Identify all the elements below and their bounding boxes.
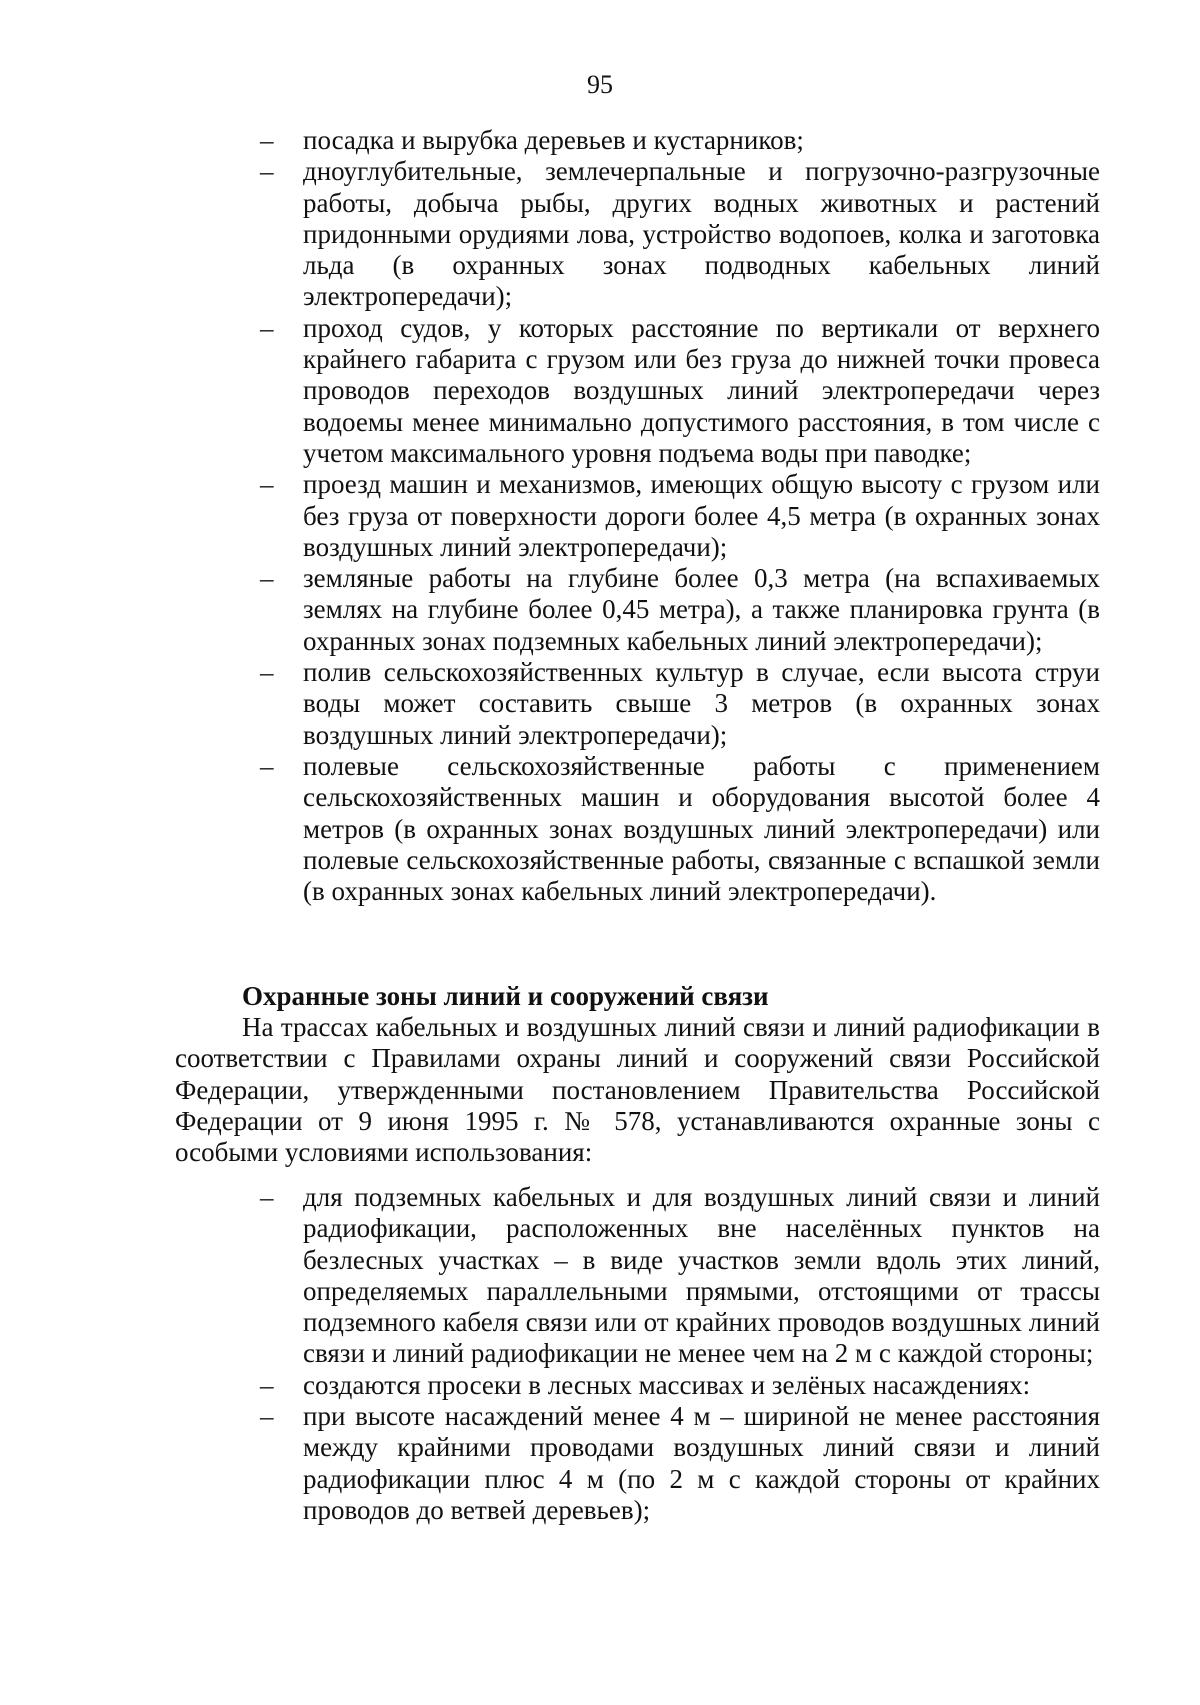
list-item-text: полив сельскохозяйственных культур в случае, если высота струи воды может составить свыше 3 метров (в охранных зонах воздушных линий электропередачи);	[303, 657, 1100, 750]
list-dash: –	[260, 125, 274, 155]
list-item	[260, 1401, 1100, 1526]
list-item	[260, 469, 1100, 563]
list-dash: –	[260, 1401, 274, 1432]
list-item	[260, 125, 1100, 156]
list-dash: –	[260, 156, 274, 187]
list-dash: –	[260, 1182, 274, 1212]
protection-zones-list	[260, 1182, 1100, 1526]
list-item-text: проход судов, у которых расстояние по вертикали от верхнего крайнего габарита с грузом или без груза до нижней точки провеса проводов переходов воздушных линий электропередачи через водоемы менее минимально допустимого расстояния, в том числе с учетом максимального уровня подъема воды при паводке;	[303, 312, 1100, 468]
list-dash: –	[260, 750, 274, 781]
list-item	[260, 657, 1100, 751]
list-item	[260, 313, 1100, 469]
list-item	[260, 156, 1100, 312]
list-dash: –	[260, 657, 274, 688]
section-title: Охранные зоны линий и сооружений связи	[242, 981, 769, 1011]
list-item-text: земляные работы на глубине более 0,3 метра (на вспахиваемых землях на глубине более 0,45 метра), а также планировка грунта (в охранных зонах подземных кабельных линий электропередачи);	[303, 563, 1100, 656]
list-dash: –	[260, 312, 274, 343]
list-item-text: проезд машин и механизмов, имеющих общую высоту с грузом или без груза от поверхности дороги более 4,5 метра (в охранных зонах воздушных линий электропередачи);	[303, 469, 1100, 562]
list-item-text: при высоте насаждений менее 4 м – шириной не менее расстояния между крайними проводами воздушных линий связи и линий радиофикации плюс 4 м (по 2 м с каждой стороны от крайних проводов до ветвей деревьев);	[303, 1401, 1100, 1525]
list-item-text: полевые сельскохозяйственные работы с применением сельскохозяйственных машин и оборудования высотой более 4 метров (в охранных зонах воздушных линий электропередачи) или полевые сельскохозяйственные работы, связанные с вспашкой земли (в охранных зонах кабельных линий электропередачи).	[303, 750, 1100, 907]
restrictions-list	[260, 125, 1100, 907]
list-dash: –	[260, 469, 274, 500]
list-item-text: посадка и вырубка деревьев и кустарников;	[303, 125, 804, 155]
list-item-text: дноуглубительные, землечерпальные и погрузочно-разгрузочные работы, добыча рыбы, других водных животных и растений придонными орудиями лова, устройство водопоев, колка и заготовка льда (в охранных зонах подводных кабельных линий электропередачи);	[303, 156, 1100, 312]
list-dash: –	[260, 1369, 274, 1400]
intro-paragraph: На трассах кабельных и воздушных линий связи и линий радиофикации в соответствии с Правилами охраны линий и сооружений связи Российской Федерации, утвержденными постановлением Правительства Российской Федерации от 9 июня 1995 г. № 578, устанавливаются охранные зоны с особыми условиями использования:	[175, 1012, 1100, 1168]
list-dash: –	[260, 563, 274, 594]
page-number: 95	[587, 70, 613, 99]
list-item	[260, 1370, 1100, 1401]
list-item	[260, 563, 1100, 657]
list-item	[260, 751, 1100, 907]
list-item-text: создаются просеки в лесных массивах и зелёных насаждениях:	[303, 1369, 1031, 1400]
list-item	[260, 1182, 1100, 1370]
list-item-text: для подземных кабельных и для воздушных линий связи и линий радиофикации, расположенных вне населённых пунктов на безлесных участках – в виде участков земли вдоль этих линий, определяемых параллельными прямыми, отстоящими от трассы подземного кабеля связи или от крайних проводов воздушных линий связи и линий радиофикации не менее чем на 2 м с каждой стороны;	[303, 1182, 1100, 1369]
